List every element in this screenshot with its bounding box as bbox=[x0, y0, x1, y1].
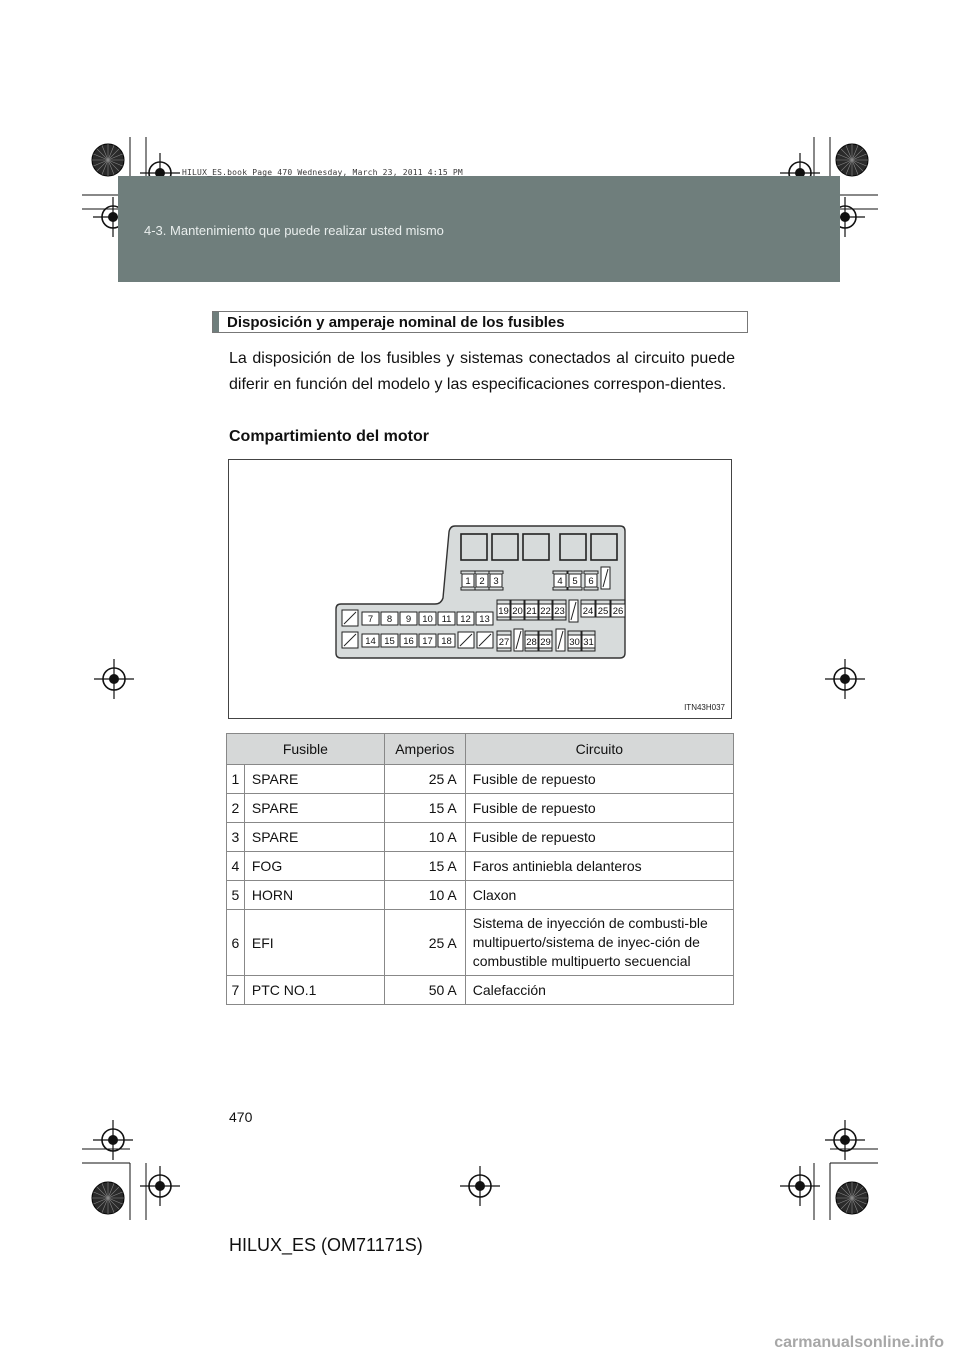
relay-slot bbox=[523, 534, 549, 560]
fuse-label: 5 bbox=[572, 576, 578, 587]
fuse-name: PTC NO.1 bbox=[244, 976, 384, 1005]
model-code: HILUX_ES (OM71171S) bbox=[229, 1235, 423, 1255]
fuse-label: 3 bbox=[493, 576, 499, 587]
fuse-circuit: Calefacción bbox=[465, 976, 733, 1005]
fuse-circuit: Claxon bbox=[465, 881, 733, 910]
fuse-label: 21 bbox=[526, 606, 537, 617]
header-fusible: Fusible bbox=[227, 734, 385, 765]
fuse-label: 11 bbox=[441, 614, 452, 625]
fuse-label: 26 bbox=[612, 606, 624, 617]
relay-slot bbox=[560, 534, 586, 560]
fuse-box-drawing bbox=[229, 460, 731, 718]
fuse-label: 15 bbox=[384, 636, 395, 647]
fuse-label: 2 bbox=[479, 576, 485, 587]
fuse-number: 4 bbox=[227, 852, 245, 881]
fuse-label: 8 bbox=[386, 614, 393, 625]
fuse-number: 3 bbox=[227, 823, 245, 852]
fuse-amperage: 50 A bbox=[384, 976, 465, 1005]
fuse-label: 27 bbox=[498, 637, 510, 648]
fuse-name: EFI bbox=[244, 910, 384, 976]
table-row bbox=[227, 852, 734, 881]
fuse-label: 30 bbox=[569, 637, 580, 648]
fuse-label: 7 bbox=[367, 614, 374, 625]
fuse-label: 10 bbox=[422, 614, 433, 625]
file-stamp: HILUX_ES.book Page 470 Wednesday, March 23, 2011 4:15 PM bbox=[182, 168, 463, 177]
fuse-label: 14 bbox=[365, 636, 376, 647]
fuse-label: 9 bbox=[405, 614, 412, 625]
fuse-circuit: Faros antiniebla delanteros bbox=[465, 852, 733, 881]
table-row bbox=[227, 823, 734, 852]
relay-slot bbox=[492, 534, 518, 560]
intro-paragraph: La disposición de los fusibles y sistemas conectados al circuito puede diferir en función del modelo y las especificaciones correspon-dientes. bbox=[229, 350, 735, 393]
page-number: 470 bbox=[229, 1109, 253, 1125]
table-row bbox=[227, 765, 734, 794]
subheading: Disposición y amperaje nominal de los fusibles bbox=[227, 314, 565, 331]
table-row bbox=[227, 976, 734, 1005]
fuse-label: 4 bbox=[557, 576, 563, 587]
table-row bbox=[227, 910, 734, 976]
fuse-amperage: 25 A bbox=[384, 910, 465, 976]
fuse-circuit: Sistema de inyección de combusti-ble multipuerto/sistema de inyec-ción de combustible multipuerto secuencial bbox=[465, 910, 733, 976]
fuse-amperage: 10 A bbox=[384, 881, 465, 910]
fuse-box-diagram bbox=[228, 459, 732, 719]
fuse-name: SPARE bbox=[244, 765, 384, 794]
section-title: 4-3. Mantenimiento que puede realizar usted mismo bbox=[144, 223, 444, 238]
fuse-table bbox=[226, 733, 734, 1005]
subheading-box bbox=[212, 311, 748, 333]
fuse-name: SPARE bbox=[244, 794, 384, 823]
fuse-number: 6 bbox=[227, 910, 245, 976]
fuse-name: FOG bbox=[244, 852, 384, 881]
fuse-label: 20 bbox=[512, 606, 523, 617]
compartment-title: Compartimiento del motor bbox=[229, 428, 430, 445]
relay-slot bbox=[461, 534, 487, 560]
fuse-amperage: 10 A bbox=[384, 823, 465, 852]
subheading-accent bbox=[213, 312, 219, 332]
fuse-label: 18 bbox=[441, 636, 452, 647]
fuse-amperage: 25 A bbox=[384, 765, 465, 794]
fuse-name: SPARE bbox=[244, 823, 384, 852]
diagram-code: ITN43H037 bbox=[684, 703, 725, 712]
header-circuito: Circuito bbox=[465, 734, 733, 765]
relay-slot bbox=[591, 534, 617, 560]
fuse-number: 7 bbox=[227, 976, 245, 1005]
fuse-label: 19 bbox=[498, 606, 509, 617]
fuse-name: HORN bbox=[244, 881, 384, 910]
fuse-label: 16 bbox=[403, 636, 414, 647]
fuse-label: 31 bbox=[583, 637, 594, 648]
fuse-circuit: Fusible de repuesto bbox=[465, 794, 733, 823]
table-header-row bbox=[227, 734, 734, 765]
fuse-circuit: Fusible de repuesto bbox=[465, 823, 733, 852]
fuse-label: 13 bbox=[479, 614, 490, 625]
fuse-number: 1 bbox=[227, 765, 245, 794]
fuse-label: 23 bbox=[554, 606, 565, 617]
section-header bbox=[118, 176, 840, 282]
fuse-amperage: 15 A bbox=[384, 794, 465, 823]
fuse-label: 24 bbox=[582, 606, 594, 617]
fuse-label: 28 bbox=[526, 637, 537, 648]
fuse-circuit: Fusible de repuesto bbox=[465, 765, 733, 794]
fuse-label: 6 bbox=[588, 576, 594, 587]
table-row bbox=[227, 881, 734, 910]
table-row bbox=[227, 794, 734, 823]
header-amperios: Amperios bbox=[384, 734, 465, 765]
fuse-label: 1 bbox=[465, 576, 471, 587]
fuse-number: 2 bbox=[227, 794, 245, 823]
fuse-number: 5 bbox=[227, 881, 245, 910]
fuse-amperage: 15 A bbox=[384, 852, 465, 881]
fuse-label: 29 bbox=[540, 637, 551, 648]
fuse-label: 17 bbox=[422, 636, 433, 647]
fuse-label: 22 bbox=[540, 606, 551, 617]
watermark: carmanualsonline.info bbox=[774, 1334, 944, 1351]
fuse-label: 12 bbox=[460, 614, 471, 625]
fuse-label: 25 bbox=[597, 606, 609, 617]
